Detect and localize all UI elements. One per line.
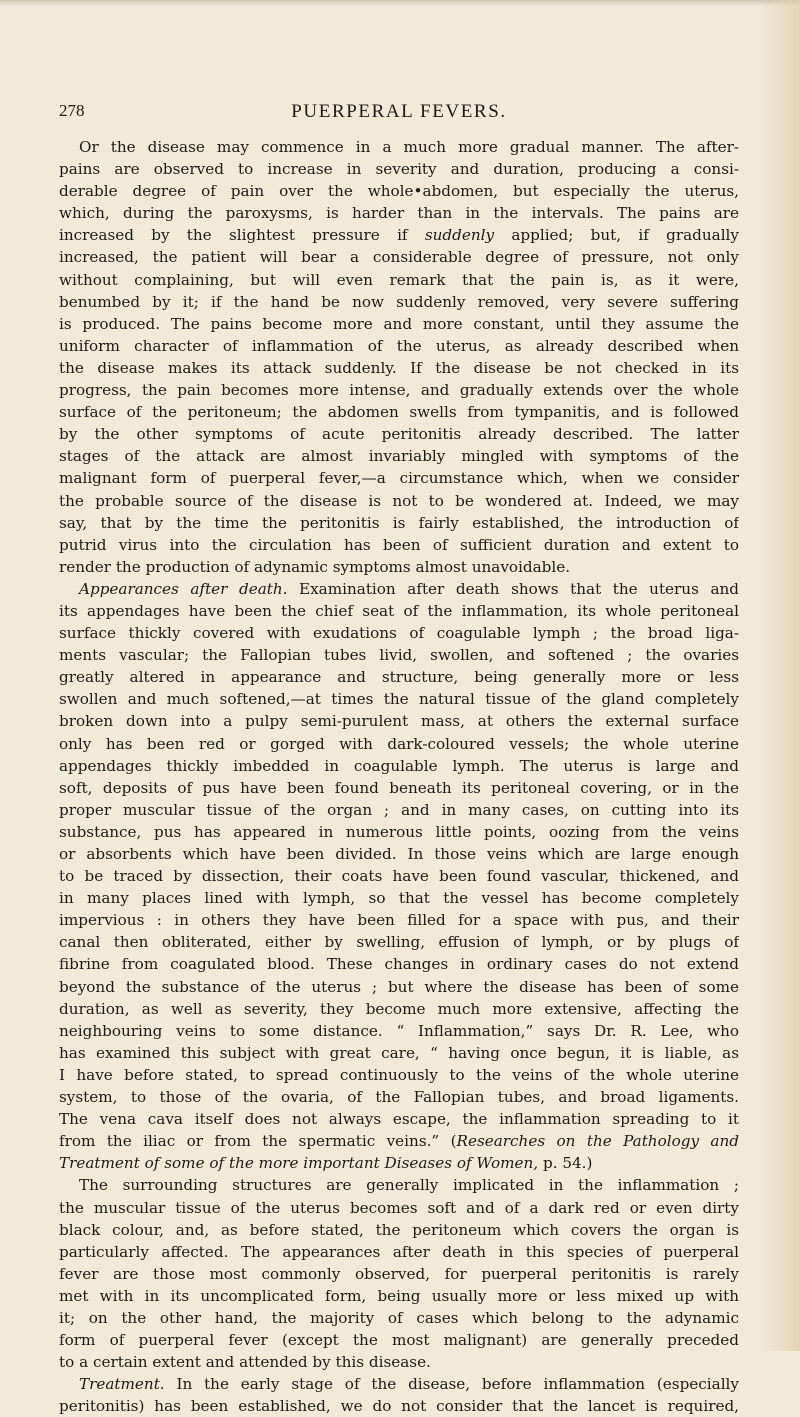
text-line: the disease makes its attack suddenly. If the disease be not checked in its — [59, 358, 739, 377]
text-line: broken down into a pulpy semi-purulent mass, at others the external surface — [59, 712, 739, 731]
text-line: substance, pus has appeared in numerous little points, oozing from the veins — [59, 822, 739, 841]
text-line: system, to those of the ovaria, of the Fallopian tubes, and broad ligaments. — [59, 1088, 739, 1107]
text-line: only has been red or gorged with dark-coloured vessels; the whole uterine — [59, 734, 739, 753]
text-line: surface thickly covered with exudations of coagulable lymph ; the broad liga- — [59, 624, 739, 643]
text-line: duration, as well as severity, they become much more extensive, affecting the — [59, 999, 739, 1018]
page-number: 278 — [59, 101, 85, 120]
text-line: swollen and much softened,—at times the natural tissue of the gland completely — [59, 690, 739, 709]
text-line: pains are observed to increase in severity and duration, producing a consi- — [59, 160, 739, 179]
italic-text: Appearances after death. — [79, 579, 288, 598]
text-line: stages of the attack are almost invariably mingled with symptoms of the — [59, 447, 739, 466]
text-line: has examined this subject with great care, “ having once begun, it is liable, as — [59, 1043, 739, 1062]
text-line: met with in its uncomplicated form, being usually more or less mixed up with — [59, 1286, 739, 1305]
text-line: beyond the substance of the uterus ; but where the disease has been of some — [59, 977, 739, 996]
text-line: I have before stated, to spread continuously to the veins of the whole uterine — [59, 1065, 739, 1084]
text-line: Treatment. In the early stage of the disease, before inflammation (especially — [79, 1375, 739, 1394]
text-line: malignant form of puerperal fever,—a circumstance which, when we consider — [59, 469, 739, 488]
text-line: benumbed by it; if the hand be now suddenly removed, very severe suffering — [59, 292, 739, 311]
page-header — [59, 101, 739, 129]
text-line: particularly affected. The appearances after death in this species of puerperal — [59, 1242, 739, 1261]
text-line: ments vascular; the Fallopian tubes livid, swollen, and softened ; the ovaries — [59, 646, 739, 665]
italic-text: Treatment. — [79, 1375, 165, 1394]
text-line: proper muscular tissue of the organ ; and in many cases, on cutting into its — [59, 800, 739, 819]
text-line: derable degree of pain over the whole•abdomen, but especially the uterus, — [59, 182, 739, 201]
page-binding-shade — [760, 0, 800, 1351]
text-line: increased, the patient will bear a considerable degree of pressure, not only — [59, 248, 739, 267]
text-line: The surrounding structures are generally implicated in the inflammation ; — [79, 1176, 739, 1195]
text-line: without complaining, but will even remark that the pain is, as it were, — [59, 270, 739, 289]
text-line: or absorbents which have been divided. In those veins which are large enough — [59, 845, 739, 863]
italic-text: Treatment of some of the more important Diseases of Women, — [59, 1154, 539, 1173]
text-line: is produced. The pains become more and more constant, until they assume the — [59, 314, 739, 333]
text-line: black colour, and, as before stated, the peritoneum which covers the organ is — [59, 1220, 739, 1239]
text-line: Treatment of some of the more important Diseases of Women, p. 54.) — [59, 1154, 593, 1173]
text-line: soft, deposits of pus have been found beneath its peritoneal covering, or in the — [59, 778, 739, 797]
text-line: impervious : in others they have been filled for a space with pus, and their — [59, 911, 739, 930]
text-line: fibrine from coagulated blood. These changes in ordinary cases do not extend — [59, 955, 739, 974]
text-line: Appearances after death. Examination after death shows that the uterus and — [79, 579, 739, 598]
text-line: progress, the pain becomes more intense, and gradually extends over the whole — [59, 381, 739, 400]
text-line: fever are those most commonly observed, for puerperal peritonitis is rarely — [59, 1264, 739, 1283]
text-line: Or the disease may commence in a much more gradual manner. The after- — [79, 138, 739, 156]
text-line: to a certain extent and attended by this disease. — [59, 1353, 431, 1372]
text-line: neighbouring veins to some distance. “ Inflammation,” says Dr. R. Lee, who — [59, 1021, 739, 1040]
text-line: its appendages have been the chief seat of the inflammation, its whole peritoneal — [59, 601, 739, 620]
italic-text: suddenly — [424, 226, 495, 245]
page-top-edge — [0, 0, 800, 6]
text-line: The vena cava itself does not always escape, the inflammation spreading to it — [59, 1110, 739, 1129]
italic-text: Researches on the Pathology and — [456, 1132, 739, 1151]
text-line: which, during the paroxysms, is harder than in the intervals. The pains are — [59, 204, 739, 223]
text-line: surface of the peritoneum; the abdomen swells from tympanitis, and is followed — [59, 403, 739, 422]
text-line: form of puerperal fever (except the most malignant) are generally preceded — [59, 1331, 739, 1350]
text-line: render the production of adynamic symptoms almost unavoidable. — [59, 557, 571, 576]
text-line: putrid virus into the circulation has been of sufficient duration and extent to — [59, 535, 739, 554]
text-line: in many places lined with lymph, so that the vessel has become completely — [59, 889, 739, 908]
body-text — [59, 136, 739, 1417]
text-line: by the other symptoms of acute peritonitis already described. The latter — [59, 425, 739, 444]
text-line: appendages thickly imbedded in coagulable lymph. The uterus is large and — [59, 756, 739, 775]
text-line: it; on the other hand, the majority of cases which belong to the adynamic — [59, 1308, 739, 1327]
text-line: greatly altered in appearance and structure, being generally more or less — [59, 668, 739, 687]
text-line: the muscular tissue of the uterus becomes soft and of a dark red or even dirty — [59, 1198, 739, 1217]
running-title: PUERPERAL FEVERS. — [291, 101, 507, 122]
text-line: to be traced by dissection, their coats have been found vascular, thickened, and — [59, 867, 739, 886]
text-line: say, that by the time the peritonitis is fairly established, the introduction of — [59, 513, 739, 532]
text-line: from the iliac or from the spermatic veins.” (Researches on the Pathology and — [59, 1132, 739, 1151]
text-line: uniform character of inflammation of the uterus, as already described when — [59, 336, 739, 355]
text-line: canal then obliterated, either by swelling, effusion of lymph, or by plugs of — [59, 933, 739, 952]
text-line: the probable source of the disease is not to be wondered at. Indeed, we may — [59, 491, 739, 510]
text-line: peritonitis) has been established, we do not consider that the lancet is required, — [59, 1397, 739, 1416]
text-line: increased by the slightest pressure if suddenly applied; but, if gradually — [59, 226, 739, 245]
